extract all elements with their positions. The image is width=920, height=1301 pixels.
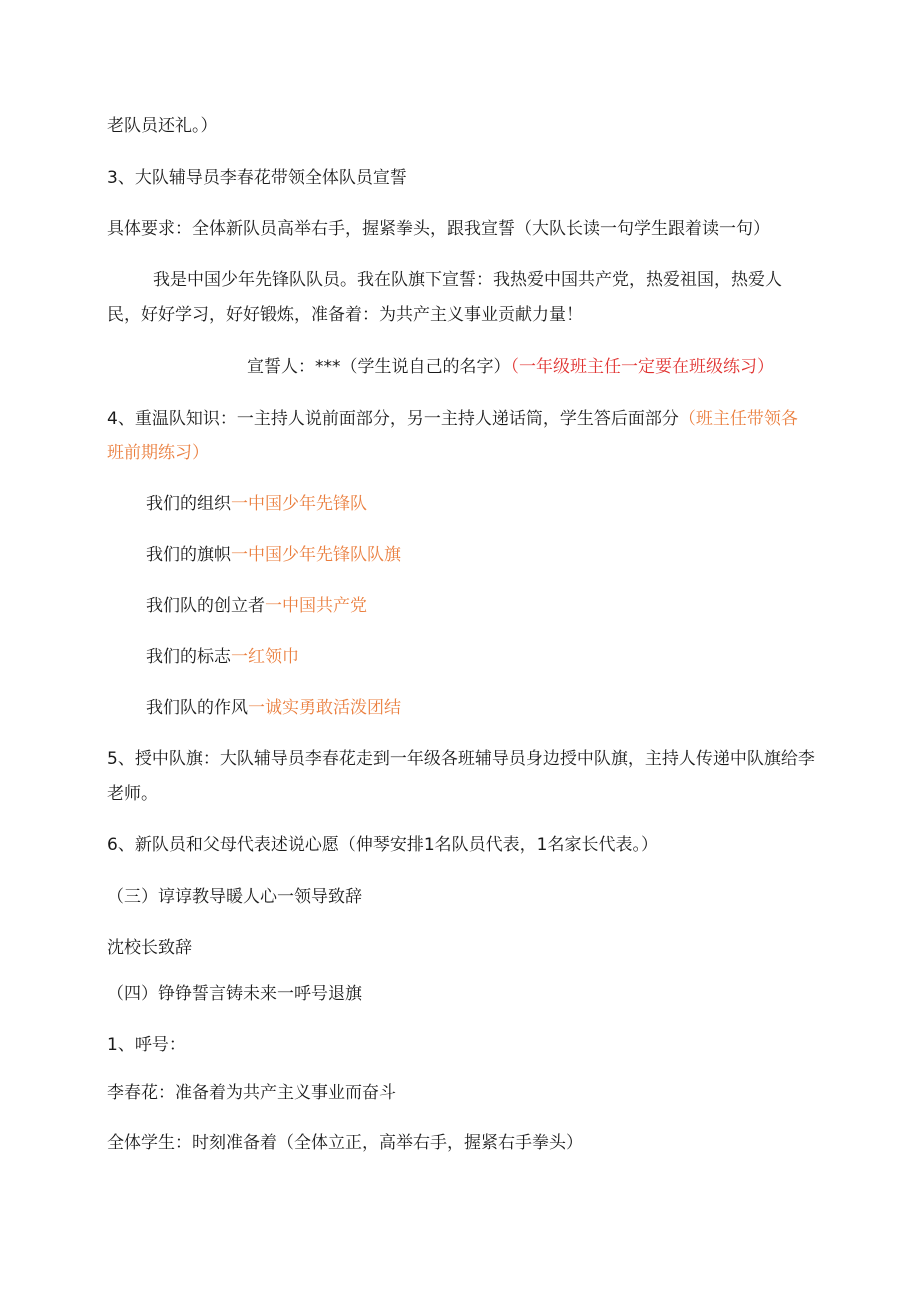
paragraph-award-flag-line-2: 老师。 xyxy=(107,784,158,804)
paragraph-award-flag-line-1: 5、授中队旗：大队辅导员李春花走到一年级各班辅导员身边授中队旗，主持人传递中队旗给李 xyxy=(107,749,815,769)
qa-answer: 一中国少年先锋队队旗 xyxy=(231,545,401,565)
item-call-heading: 1、呼号： xyxy=(107,1035,186,1055)
item-principal-speech: 沈校长致辞 xyxy=(107,938,192,958)
qa-answer: 一诚实勇敢活泼团结 xyxy=(248,698,401,718)
qa-answer: 一中国少年先锋队 xyxy=(231,494,367,514)
heading-review-knowledge xyxy=(107,407,798,431)
section-call-retire-flag: （四）铮铮誓言铸未来一呼号退旗 xyxy=(107,984,362,1004)
qa-item-style xyxy=(146,696,401,720)
review-knowledge-note: （班主任带领各 xyxy=(678,409,798,429)
qa-question: 我们队的创立者 xyxy=(146,596,265,616)
section-leader-speech: （三）谆谆教导暖人心一领导致辞 xyxy=(107,887,362,907)
paragraph-oath-requirements: 具体要求：全体新队员高举右手，握紧拳头，跟我宣誓（大队长读一句学生跟着读一句） xyxy=(107,219,770,239)
oath-signer-note: （一年级班主任一定要在班级练习） xyxy=(510,357,774,377)
qa-answer: 一红领巾 xyxy=(231,647,299,667)
qa-item-organization xyxy=(146,492,367,516)
heading-oath-step: 3、大队辅导员李春花带领全体队员宣誓 xyxy=(107,168,407,188)
qa-answer: 一中国共产党 xyxy=(265,596,367,616)
paragraph-wishes: 6、新队员和父母代表述说心愿（伸琴安排1名队员代表，1名家长代表。） xyxy=(107,835,658,855)
qa-item-founder xyxy=(146,594,367,618)
item-call-leader: 李春花：准备着为共产主义事业而奋斗 xyxy=(107,1083,396,1103)
qa-item-symbol xyxy=(146,645,299,669)
review-knowledge-text: 4、重温队知识：一主持人说前面部分，另一主持人递话筒，学生答后面部分 xyxy=(107,409,679,429)
oath-text-line-2: 民，好好学习，好好锻炼，准备着：为共产主义事业贡献力量！ xyxy=(107,305,583,325)
review-knowledge-note-cont: 班前期练习） xyxy=(107,443,209,463)
oath-text-line-1: 我是中国少年先锋队队员。我在队旗下宣誓：我热爱中国共产党，热爱祖国，热爱人 xyxy=(153,270,782,290)
qa-question: 我们的旗帜 xyxy=(146,545,231,565)
item-call-response: 全体学生：时刻准备着（全体立正，高举右手，握紧右手拳头） xyxy=(107,1133,583,1153)
qa-question: 我们队的作风 xyxy=(146,698,248,718)
qa-item-flag xyxy=(146,543,401,567)
oath-signer-line xyxy=(247,355,774,379)
qa-question: 我们的组织 xyxy=(146,494,231,514)
qa-question: 我们的标志 xyxy=(146,647,231,667)
oath-signer-text: 宣誓人：***（学生说自己的名字） xyxy=(247,357,511,377)
paragraph-veteran-salute: 老队员还礼。） xyxy=(107,116,218,136)
